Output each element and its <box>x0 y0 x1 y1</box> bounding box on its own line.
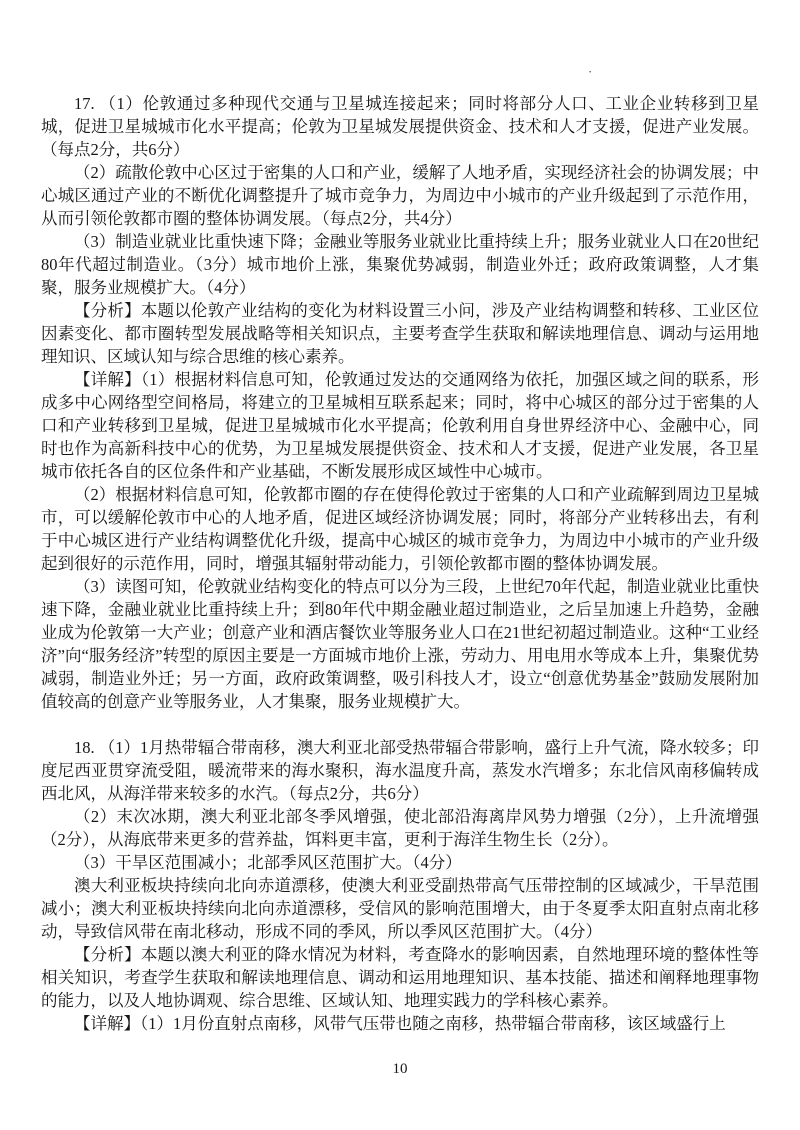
answer-paragraph: 17. （1）伦敦通过多种现代交通与卫星城连接起来；同时将部分人口、工业企业转移到卫星城，促进卫星城城市化水平提高；伦敦为卫星城发展提供资金、技术和人才支援，促进产业发展。（每点2分，共6分） <box>41 94 759 159</box>
answer-paragraph: 澳大利亚板块持续向北向赤道漂移，使澳大利亚受副热带高气压带控制的区域减少，干旱范围减小；澳大利亚板块持续向北向赤道漂移，受信风的影响范围增大，由于冬夏季太阳直射点南北移动，导致信风带在南北移动，形成不同的季风，所以季风区范围扩大。（4分） <box>41 876 759 941</box>
answer-paragraph: （3）读图可知，伦敦就业结构变化的特点可以分为三段，上世纪70年代起，制造业就业比重快速下降，金融业就业比重持续上升；到80年代中期金融业超过制造业，之后呈加速上升趋势，金融业成为伦敦第一大产业；创意产业和酒店餐饮业等服务业人口在21世纪初超过制造业。这种“工业经济”向“服务经济”转型的原因主要是一方面城市地价上涨，劳动力、用电用水等成本上升，集聚优势减弱，制造业外迁；另一方面，政府政策调整，吸引科技人才，设立“创意优势基金”鼓励发展附加值较高的创意产业等服务业，人才集聚，服务业规模扩大。 <box>41 577 759 711</box>
answer-paragraph: 【详解】（1）根据材料信息可知，伦敦通过发达的交通网络为依托，加强区域之间的联系，形成多中心网络型空间格局，将建立的卫星城相互联系起来；同时，将中心城区的部分过于密集的人口和产业转移到卫星城，促进卫星城城市化水平提高；伦敦利用自身世界经济中心、金融中心，同时也作为高新科技中心的优势，为卫星城发展提供资金、技术和人才支援，促进产业发展，各卫星城市依托各自的区位条件和产业基础，不断发展形成区域性中心城市。 <box>41 370 759 481</box>
page-number: 10 <box>392 1061 408 1077</box>
answer-paragraph: 【分析】本题以伦敦产业结构的变化为材料设置三小问，涉及产业结构调整和转移、工业区位因素变化、都市圈转型发展战略等相关知识点，主要考查学生获取和解读地理信息、调动与运用地理知识、区域认知与综合思维的核心素养。 <box>41 301 759 366</box>
answer-paragraph: 【详解】（1）1月份直射点南移，风带气压带也随之南移，热带辐合带南移，该区域盛行上 <box>74 1014 726 1033</box>
answer-paragraph: 18. （1）1月热带辐合带南移，澳大利亚北部受热带辐合带影响，盛行上升气流，降水较多；印度尼西亚贯穿流受阻，暖流带来的海水聚积，海水温度升高，蒸发水汽增多；东北信风南移偏转成西北风，从海洋带来较多的水汽。（每点2分，共6分） <box>41 738 759 803</box>
answer-paragraph: （3）制造业就业比重快速下降；金融业等服务业就业比重持续上升；服务业就业人口在20世纪80年代超过制造业。（3分）城市地价上涨，集聚优势减弱，制造业外迁；政府政策调整，人才集聚，服务业规模扩大。（4分） <box>41 232 759 297</box>
answer-key-content <box>41 92 759 1035</box>
stray-scan-mark: · <box>588 64 593 79</box>
answer-paragraph: （3）干旱区范围减小；北部季风区范围扩大。（4分） <box>74 853 462 872</box>
answer-paragraph: （2）末次冰期，澳大利亚北部冬季风增强，使北部沿海离岸风势力增强（2分），上升流增强（2分），从海底带来更多的营养盐，饵料更丰富，更利于海洋生物生长（2分）。 <box>41 807 759 849</box>
answer-paragraph: （2）根据材料信息可知，伦敦都市圈的存在使得伦敦过于密集的人口和产业疏解到周边卫星城市，可以缓解伦敦市中心的人地矛盾，促进区域经济协调发展；同时，将部分产业转移出去，有利于中心城区进行产业结构调整优化升级，提高中心城区的城市竞争力，为周边中小城市的产业升级起到很好的示范作用，同时，增强其辐射带动能力，引领伦敦都市圈的整体协调发展。 <box>41 485 759 573</box>
question-18-answer-section <box>41 736 759 1035</box>
answer-paragraph: （2）疏散伦敦中心区过于密集的人口和产业，缓解了人地矛盾，实现经济社会的协调发展；中心城区通过产业的不断优化调整提升了城市竞争力，为周边中小城市的产业升级起到了示范作用，从而引领伦敦都市圈的整体协调发展。（每点2分，共4分） <box>41 163 759 228</box>
question-17-answer-section <box>41 92 759 713</box>
answer-paragraph: 【分析】本题以澳大利亚的降水情况为材料，考查降水的影响因素，自然地理环境的整体性等相关知识，考查学生获取和解读地理信息、调动和运用地理知识、基本技能、描述和阐释地理事物的能力，以及人地协调观、综合思维、区域认知、地理实践力的学科核心素养。 <box>41 945 759 1010</box>
